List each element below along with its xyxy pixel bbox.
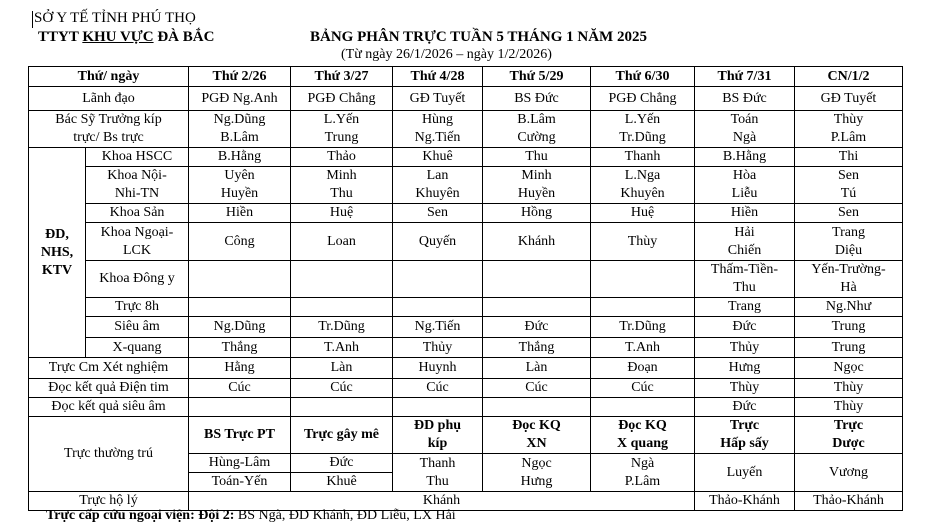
schedule-cell: BS Đức: [695, 87, 795, 111]
schedule-cell: [189, 398, 291, 417]
schedule-cell: Thủy: [695, 338, 795, 358]
schedule-cell: Minh Huyền: [483, 167, 591, 204]
schedule-cell: PGĐ Chẳng: [291, 87, 393, 111]
org-unit-suffix: ĐÀ BẮC: [153, 29, 215, 45]
schedule-cell: GĐ Tuyết: [393, 87, 483, 111]
schedule-cell: Cúc: [591, 379, 695, 398]
schedule-cell: [189, 261, 291, 298]
schedule-cell: Trang: [695, 298, 795, 317]
table-row: [29, 261, 903, 298]
schedule-cell: Ng.Dũng B.Lâm: [189, 111, 291, 148]
row-label: Đọc kết quả Điện tim: [29, 379, 189, 398]
footer-note: [46, 508, 456, 524]
schedule-cell: L.Yến Tr.Dũng: [591, 111, 695, 148]
footer-text: BS Ngà, ĐD Khánh, ĐD Liễu, LX Hải: [234, 508, 456, 523]
schedule-cell: Hằng: [189, 358, 291, 379]
schedule-cell: Minh Thu: [291, 167, 393, 204]
schedule-cell: Hồng: [483, 204, 591, 223]
schedule-cell: [189, 298, 291, 317]
resident-role: ĐD phụ kíp: [393, 417, 483, 454]
row-label: Khoa Sản: [86, 204, 189, 223]
schedule-cell: B.Lâm Cường: [483, 111, 591, 148]
schedule-cell: Tr.Dũng: [591, 317, 695, 338]
schedule-cell: Sen: [795, 204, 903, 223]
row-label: Khoa Ngoại- LCK: [86, 223, 189, 261]
schedule-cell: Thanh Thu: [393, 454, 483, 492]
schedule-cell: Vương: [795, 454, 903, 492]
day-header: CN/1/2: [795, 67, 903, 87]
schedule-cell: Đức: [291, 454, 393, 473]
schedule-cell: [483, 398, 591, 417]
table-row: [29, 398, 903, 417]
document-subtitle: (Từ ngày 26/1/2026 – ngày 1/2/2026): [341, 47, 552, 62]
schedule-cell: Thắng: [189, 338, 291, 358]
schedule-cell: Hùng Ng.Tiến: [393, 111, 483, 148]
schedule-cell: Đức: [695, 317, 795, 338]
schedule-cell: Luyến: [695, 454, 795, 492]
schedule-cell: Cúc: [483, 379, 591, 398]
schedule-cell: [483, 298, 591, 317]
schedule-cell: Cúc: [291, 379, 393, 398]
schedule-cell: Thùy: [591, 223, 695, 261]
schedule-cell: Ngà P.Lâm: [591, 454, 695, 492]
schedule-cell: Làn: [483, 358, 591, 379]
resident-role: BS Trực PT: [189, 417, 291, 454]
schedule-cell: Lan Khuyên: [393, 167, 483, 204]
row-label: Trực Cm Xét nghiệm: [29, 358, 189, 379]
table-row: [29, 317, 903, 338]
table-row: [29, 338, 903, 358]
schedule-cell: [393, 298, 483, 317]
row-label: Khoa Nội- Nhi-TN: [86, 167, 189, 204]
schedule-cell: Thảo-Khánh: [695, 492, 795, 511]
schedule-cell: Thi: [795, 148, 903, 167]
schedule-cell: L.Yến Trung: [291, 111, 393, 148]
schedule-cell: Sen: [393, 204, 483, 223]
schedule-cell: Hùng-Lâm: [189, 454, 291, 473]
day-header: Thứ 5/29: [483, 67, 591, 87]
schedule-cell: [591, 398, 695, 417]
row-label: Trực hộ lý: [29, 492, 189, 511]
schedule-cell: Làn: [291, 358, 393, 379]
table-row: [29, 87, 903, 111]
schedule-cell: Đức: [695, 398, 795, 417]
row-label: Lãnh đạo: [29, 87, 189, 111]
row-label: Khoa Đông y: [86, 261, 189, 298]
resident-role: Trực gây mê: [291, 417, 393, 454]
row-label: Trực 8h: [86, 298, 189, 317]
document-title: BẢNG PHÂN TRỰC TUẦN 5 THÁNG 1 NĂM 2025: [310, 29, 647, 45]
row-label: Đọc kết quả siêu âm: [29, 398, 189, 417]
schedule-cell: Thùy P.Lâm: [795, 111, 903, 148]
schedule-cell: Huệ: [291, 204, 393, 223]
schedule-cell: Hiền: [189, 204, 291, 223]
schedule-cell: PGĐ Chẳng: [591, 87, 695, 111]
day-header: Thứ 7/31: [695, 67, 795, 87]
schedule-cell: Yến-Trường- Hà: [795, 261, 903, 298]
schedule-cell: Uyên Huyền: [189, 167, 291, 204]
schedule-cell: [393, 261, 483, 298]
day-header: Thứ 3/27: [291, 67, 393, 87]
schedule-cell: Công: [189, 223, 291, 261]
schedule-cell: B.Hằng: [695, 148, 795, 167]
schedule-cell: Cúc: [393, 379, 483, 398]
schedule-cell: Thắng: [483, 338, 591, 358]
schedule-cell: Đoạn: [591, 358, 695, 379]
schedule-cell: [291, 298, 393, 317]
schedule-cell: Thùy: [695, 379, 795, 398]
table-row: [29, 223, 903, 261]
schedule-cell: Cúc: [189, 379, 291, 398]
schedule-cell: Toán Ngà: [695, 111, 795, 148]
schedule-cell: Ng.Dũng: [189, 317, 291, 338]
schedule-cell: Khánh: [483, 223, 591, 261]
duty-schedule-table: [28, 66, 903, 511]
schedule-cell: Tr.Dũng: [291, 317, 393, 338]
schedule-cell: Ng.Tiến: [393, 317, 483, 338]
schedule-cell: Sen Tú: [795, 167, 903, 204]
schedule-cell: PGĐ Ng.Anh: [189, 87, 291, 111]
schedule-cell: Thảo: [291, 148, 393, 167]
schedule-cell: [291, 398, 393, 417]
org-unit-underlined: KHU VỰC: [82, 29, 154, 45]
footer-bold: Trực cấp cứu ngoại viện: Đội 2:: [46, 508, 235, 523]
schedule-cell: [483, 261, 591, 298]
org-unit: [38, 29, 214, 46]
row-label: Khoa HSCC: [86, 148, 189, 167]
schedule-cell: Hiền: [695, 204, 795, 223]
table-row: [29, 111, 903, 148]
schedule-cell: Toán-Yến: [189, 473, 291, 492]
resident-role: Trực Dược: [795, 417, 903, 454]
schedule-cell: Ng.Như: [795, 298, 903, 317]
schedule-cell: Thấm-Tiền- Thu: [695, 261, 795, 298]
schedule-cell: BS Đức: [483, 87, 591, 111]
schedule-cell: Khuê: [393, 148, 483, 167]
day-header: Thứ 4/28: [393, 67, 483, 87]
header-corner: Thứ/ ngày: [29, 67, 189, 87]
schedule-cell: B.Hằng: [189, 148, 291, 167]
schedule-cell: Loan: [291, 223, 393, 261]
row-label: Trực thường trú: [29, 417, 189, 492]
table-row: [29, 67, 903, 87]
resident-role: Trực Hấp sấy: [695, 417, 795, 454]
table-row: [29, 358, 903, 379]
table-row: [29, 204, 903, 223]
org-unit-prefix: TTYT: [38, 29, 83, 45]
row-label: Siêu âm: [86, 317, 189, 338]
schedule-cell: Quyến: [393, 223, 483, 261]
schedule-cell: Thanh: [591, 148, 695, 167]
schedule-cell: Trung: [795, 338, 903, 358]
schedule-cell: Trung: [795, 317, 903, 338]
schedule-cell: Trang Diệu: [795, 223, 903, 261]
table-row: [29, 148, 903, 167]
schedule-cell: [591, 298, 695, 317]
table-row: [29, 167, 903, 204]
schedule-cell: L.Nga Khuyên: [591, 167, 695, 204]
schedule-cell: [393, 398, 483, 417]
resident-role: Đọc KQ X quang: [591, 417, 695, 454]
schedule-cell: Huynh: [393, 358, 483, 379]
schedule-cell: [291, 261, 393, 298]
group-label: ĐD, NHS, KTV: [29, 148, 86, 358]
schedule-cell: T.Anh: [591, 338, 695, 358]
table-row: [29, 298, 903, 317]
day-header: Thứ 6/30: [591, 67, 695, 87]
schedule-cell: Ngọc: [795, 358, 903, 379]
schedule-cell: Ngọc Hưng: [483, 454, 591, 492]
row-label: X-quang: [86, 338, 189, 358]
schedule-cell: Hải Chiến: [695, 223, 795, 261]
resident-role: Đọc KQ XN: [483, 417, 591, 454]
schedule-cell: GĐ Tuyết: [795, 87, 903, 111]
schedule-cell: [591, 261, 695, 298]
row-label: Bác Sỹ Trưởng kíp trực/ Bs trực: [29, 111, 189, 148]
schedule-cell: Thủy: [393, 338, 483, 358]
schedule-cell: Khánh: [189, 492, 695, 511]
schedule-cell: Đức: [483, 317, 591, 338]
schedule-cell: Khuê: [291, 473, 393, 492]
org-name: SỞ Y TẾ TỈNH PHÚ THỌ: [34, 10, 196, 26]
schedule-cell: Thảo-Khánh: [795, 492, 903, 511]
table-row: [29, 417, 903, 454]
schedule-cell: Thu: [483, 148, 591, 167]
day-header: Thứ 2/26: [189, 67, 291, 87]
schedule-cell: Thùy: [795, 398, 903, 417]
schedule-cell: Huệ: [591, 204, 695, 223]
schedule-cell: Thùy: [795, 379, 903, 398]
schedule-cell: Hòa Liễu: [695, 167, 795, 204]
schedule-cell: Hưng: [695, 358, 795, 379]
schedule-cell: T.Anh: [291, 338, 393, 358]
table-row: [29, 379, 903, 398]
